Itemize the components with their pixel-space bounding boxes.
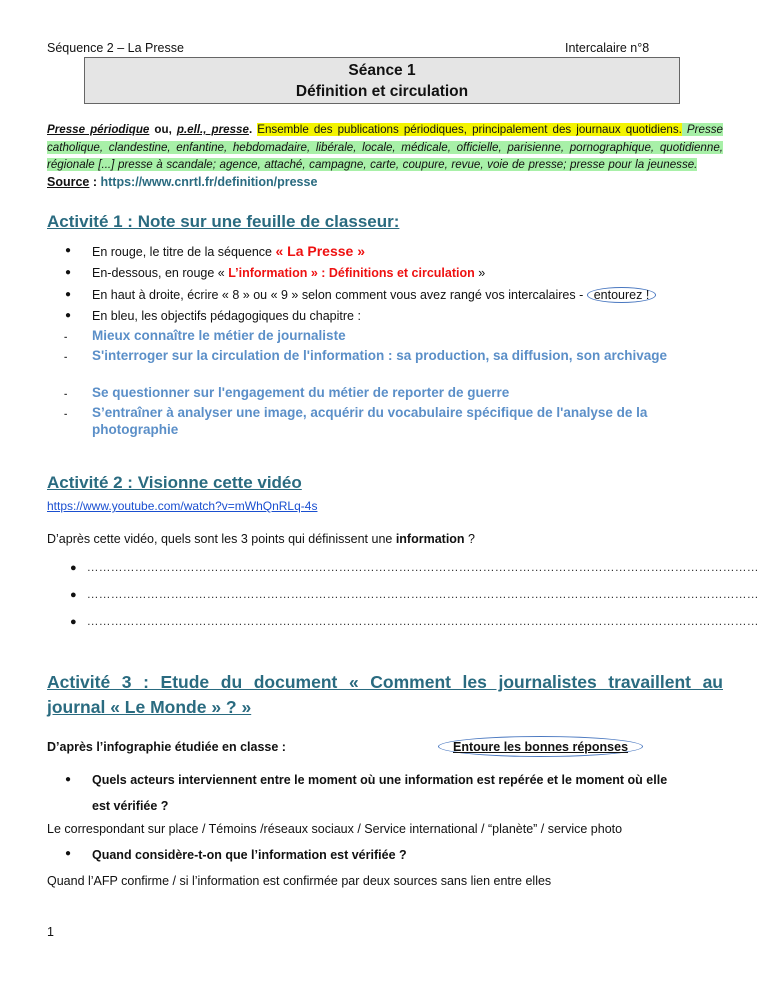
question-1-line1: Quels acteurs interviennent entre le moment où une information est repérée et le moment où elle xyxy=(92,773,668,787)
bullet-icon: ● xyxy=(65,774,72,785)
activity1-item-4 xyxy=(65,308,361,324)
item-red-text: « La Presse » xyxy=(275,243,365,259)
bullet-icon: ● xyxy=(65,310,72,321)
definition-sep2: . xyxy=(248,123,258,136)
answer-options-1[interactable]: Le correspondant sur place / Témoins /réseaux sociaux / Service international / “planète” / service photo xyxy=(47,822,623,836)
dash-icon: - xyxy=(64,389,68,400)
item-text: En-dessous, en rouge « xyxy=(92,266,229,280)
bullet-icon: ● xyxy=(65,245,72,256)
bullet-icon: ● xyxy=(65,267,72,278)
dash-icon: - xyxy=(64,332,68,343)
bullet-icon: ● xyxy=(65,848,72,859)
question-1 xyxy=(65,767,732,819)
question-2-text: Quand considère-t-on que l’information est vérifiée ? xyxy=(92,848,407,862)
answer-options-2[interactable]: Quand l’AFP confirme / si l’information est confirmée par deux sources sans lien entre elles xyxy=(47,874,552,888)
item-text: En haut à droite, écrire « 8 » ou « 9 » selon comment vous avez rangé vos intercalaires - xyxy=(92,288,587,302)
bullet-icon: ● xyxy=(65,289,72,300)
bullet-icon: ● xyxy=(70,616,77,628)
source-url[interactable]: https://www.cnrtl.fr/definition/presse xyxy=(100,174,318,189)
objective-1 xyxy=(64,328,722,345)
activity3-title-line1: Activité 3 : Etude du document « Comment les journalistes travaillent au xyxy=(47,672,723,692)
activity1-item-1 xyxy=(65,243,365,260)
activity1-item-2 xyxy=(65,265,486,281)
dots: …………………………………………………………………………………………………………………………………………………… xyxy=(86,587,759,601)
dash-icon: - xyxy=(64,352,68,363)
title-box xyxy=(84,57,680,104)
item-text: En bleu, les objectifs pédagogiques du chapitre : xyxy=(92,309,361,323)
definition-abbr: p.ell., presse xyxy=(176,123,249,136)
objective-3 xyxy=(64,385,722,402)
dash-icon: - xyxy=(64,409,68,420)
definition-term: Presse périodique xyxy=(47,123,150,136)
source-sep: : xyxy=(89,174,101,189)
item-text-post: » xyxy=(474,266,486,280)
question-end: ? xyxy=(464,532,476,546)
objective-text: Se questionner sur l'engagement du métier de reporter de guerre xyxy=(92,385,510,400)
definition-highlight: Ensemble des publications périodiques, principalement des journaux quotidiens. xyxy=(257,123,682,136)
answer-line-3[interactable] xyxy=(70,612,759,630)
video-link[interactable]: https://www.youtube.com/watch?v=mWhQnRLq-4s xyxy=(47,499,318,513)
objective-text: S’entraîner à analyser une image, acquérir du vocabulaire spécifique de l'analyse de la photographie xyxy=(92,405,648,437)
definition-examples: Presse catholique, clandestine, enfantine, hebdomadaire, libérale, locale, médicale, officielle, parisienne, pornographique, quotidienne, régionale [...] presse à scandale; agence, attaché, campagne, carte, coupure, revue, voie de presse; presse pour la jeunesse. xyxy=(47,123,723,171)
page-number: 1 xyxy=(47,925,54,939)
question-2 xyxy=(65,848,407,862)
entourez-oval: entourez ! xyxy=(587,287,657,303)
activity2-title: Activité 2 : Visionne cette vidéo xyxy=(47,473,302,492)
answer-line-1[interactable] xyxy=(70,558,759,576)
objective-text: Mieux connaître le métier de journaliste xyxy=(92,328,346,343)
objective-4 xyxy=(64,405,722,438)
activity1-item-3 xyxy=(65,287,656,303)
dots: …………………………………………………………………………………………………………………………………………………… xyxy=(86,560,759,574)
bullet-icon: ● xyxy=(70,589,77,601)
definition-paragraph xyxy=(47,121,723,191)
header-sequence: Séquence 2 – La Presse xyxy=(47,41,184,55)
question-1-line2: est vérifiée ? xyxy=(92,799,169,813)
item-red-text: L’information » : Définitions et circulation xyxy=(228,266,475,280)
instruction-oval: Entoure les bonnes réponses xyxy=(438,736,643,757)
activity2-question xyxy=(47,532,475,546)
activity1-title: Activité 1 : Note sur une feuille de classeur: xyxy=(47,212,400,231)
item-text: En rouge, le titre de la séquence xyxy=(92,245,276,259)
question-bold: information xyxy=(395,532,465,546)
activity3-intro: D’après l’infographie étudiée en classe : xyxy=(47,740,286,754)
source-label: Source xyxy=(47,174,90,189)
dots: …………………………………………………………………………………………………………………………………………………… xyxy=(86,614,759,628)
title-subtitle: Définition et circulation xyxy=(295,83,469,100)
objective-text: S'interroger sur la circulation de l'information : sa production, sa diffusion, son archivage xyxy=(92,348,668,363)
definition-sep1: ou, xyxy=(149,123,177,136)
title-seance: Séance 1 xyxy=(348,62,416,79)
header-intercalaire: Intercalaire n°8 xyxy=(565,41,650,55)
objective-2 xyxy=(64,348,722,365)
bullet-icon: ● xyxy=(70,562,77,574)
question-text: D’après cette vidéo, quels sont les 3 points qui définissent une xyxy=(47,532,396,546)
activity3-title-line2: journal « Le Monde » ? » xyxy=(47,697,252,717)
answer-line-2[interactable] xyxy=(70,585,759,603)
